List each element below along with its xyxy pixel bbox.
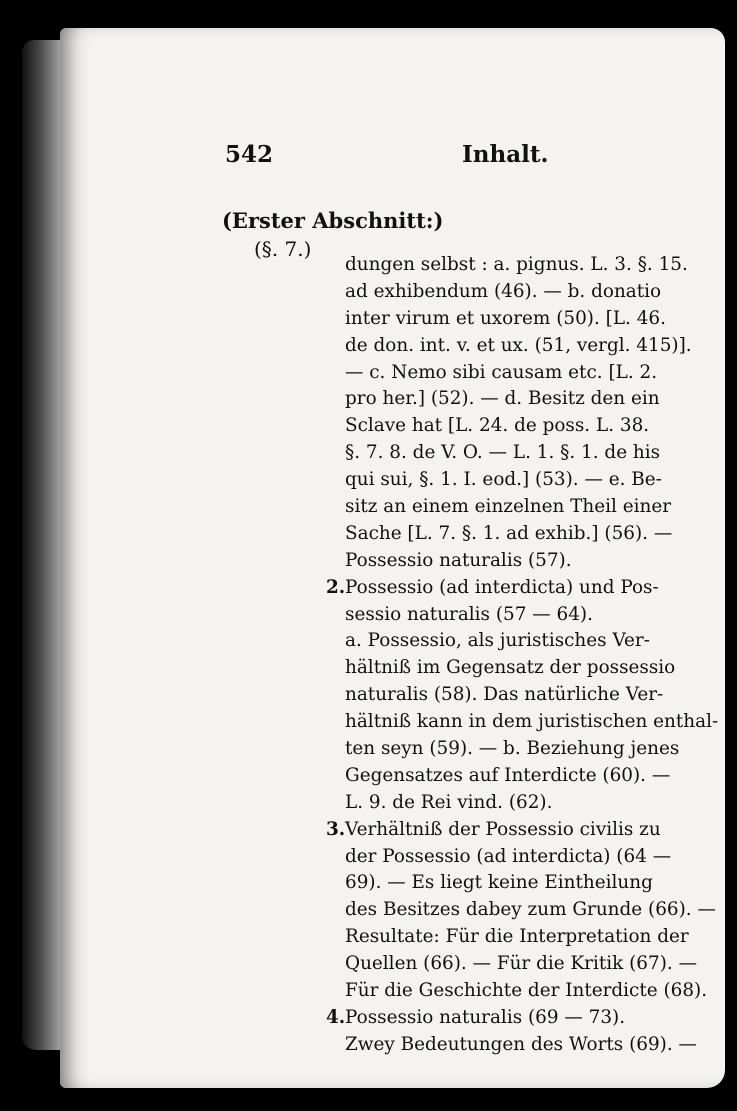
line-text: sitz an einem einzelnen Theil einer (345, 496, 672, 518)
line-text: sessio naturalis (57 — 64). (345, 603, 593, 625)
line-text: Resultate: Für die Interpretation der (345, 926, 689, 948)
text-line (345, 602, 723, 629)
text-line (326, 1005, 723, 1032)
line-text: a. Possessio, als juristisches Ver- (345, 630, 650, 652)
line-text: hältniß im Gegensatz der possessio (345, 657, 676, 679)
text-line (345, 333, 723, 360)
text-line (345, 440, 723, 467)
text-line (345, 521, 723, 548)
text-line (345, 655, 723, 682)
line-text: Possessio (ad interdicta) und Pos- (345, 576, 659, 598)
line-text: Verhältniß der Possessio civilis zu (345, 818, 661, 840)
line-text: der Possessio (ad interdicta) (64 — (345, 845, 672, 867)
text-line (326, 575, 723, 602)
text-body (326, 252, 723, 1059)
text-line (345, 548, 723, 575)
text-line (345, 709, 723, 736)
text-line (345, 306, 723, 333)
text-line (345, 924, 723, 951)
text-line (345, 252, 723, 279)
line-text: de don. int. v. et ux. (51, vergl. 415)]. (345, 334, 692, 356)
page-number: 542 (225, 141, 274, 168)
line-text: §. 7. 8. de V. O. — L. 1. §. 1. de his (345, 442, 661, 464)
line-text: qui sui, §. 1. I. eod.] (53). — e. Be- (345, 469, 662, 491)
text-line (345, 279, 723, 306)
line-text: pro her.] (52). — d. Besitz den ein (345, 388, 660, 410)
page-header (225, 141, 725, 181)
text-line (345, 413, 723, 440)
line-text: inter virum et uxorem (50). [L. 46. (345, 307, 666, 329)
text-line (345, 467, 723, 494)
text-line (345, 951, 723, 978)
text-line (345, 494, 723, 521)
line-text: Sclave hat [L. 24. de poss. L. 38. (345, 415, 650, 437)
text-line (345, 386, 723, 413)
text-line (326, 817, 723, 844)
text-line (345, 682, 723, 709)
section-label: (Erster Abschnitt:) (222, 208, 444, 233)
text-line (345, 978, 723, 1005)
line-text: dungen selbst : a. pignus. L. 3. §. 15. (345, 254, 688, 275)
list-number: 2. (326, 576, 346, 598)
line-text: Possessio naturalis (57). (345, 549, 572, 571)
paragraph-label: (§. 7.) (254, 237, 312, 261)
line-text: hältniß kann in dem juristischen enthal- (345, 711, 719, 733)
text-line (345, 763, 723, 790)
text-line (345, 897, 723, 924)
line-text: 69). — Es liegt keine Eintheilung (345, 872, 653, 894)
line-text: L. 9. de Rei vind. (62). (345, 791, 553, 813)
line-text: ad exhibendum (46). — b. donatio (345, 280, 662, 302)
text-line (345, 628, 723, 655)
text-line (345, 736, 723, 763)
list-number: 4. (326, 1006, 346, 1028)
line-text: Gegensatzes auf Interdicte (60). — (345, 764, 671, 786)
text-line (345, 844, 723, 871)
line-text: ten seyn (59). — b. Beziehung jenes (345, 738, 680, 760)
text-line (345, 1032, 723, 1059)
text-line (345, 360, 723, 387)
line-text: Quellen (66). — Für die Kritik (67). — (345, 953, 697, 975)
line-text: Possessio naturalis (69 — 73). (345, 1006, 626, 1028)
line-text: Sache [L. 7. §. 1. ad exhib.] (56). — (345, 522, 673, 544)
line-text: Zwey Bedeutungen des Worts (69). — (345, 1033, 697, 1055)
book-page (60, 28, 725, 1088)
line-text: des Besitzes dabey zum Grunde (66). — (345, 899, 716, 921)
text-line (345, 870, 723, 897)
line-text: naturalis (58). Das natürliche Ver- (345, 684, 664, 706)
line-text: — c. Nemo sibi causam etc. [L. 2. (345, 361, 658, 383)
line-text: Für die Geschichte der Interdicte (68). (345, 980, 708, 1002)
text-line (345, 790, 723, 817)
running-head: Inhalt. (462, 141, 549, 168)
list-number: 3. (326, 818, 346, 840)
